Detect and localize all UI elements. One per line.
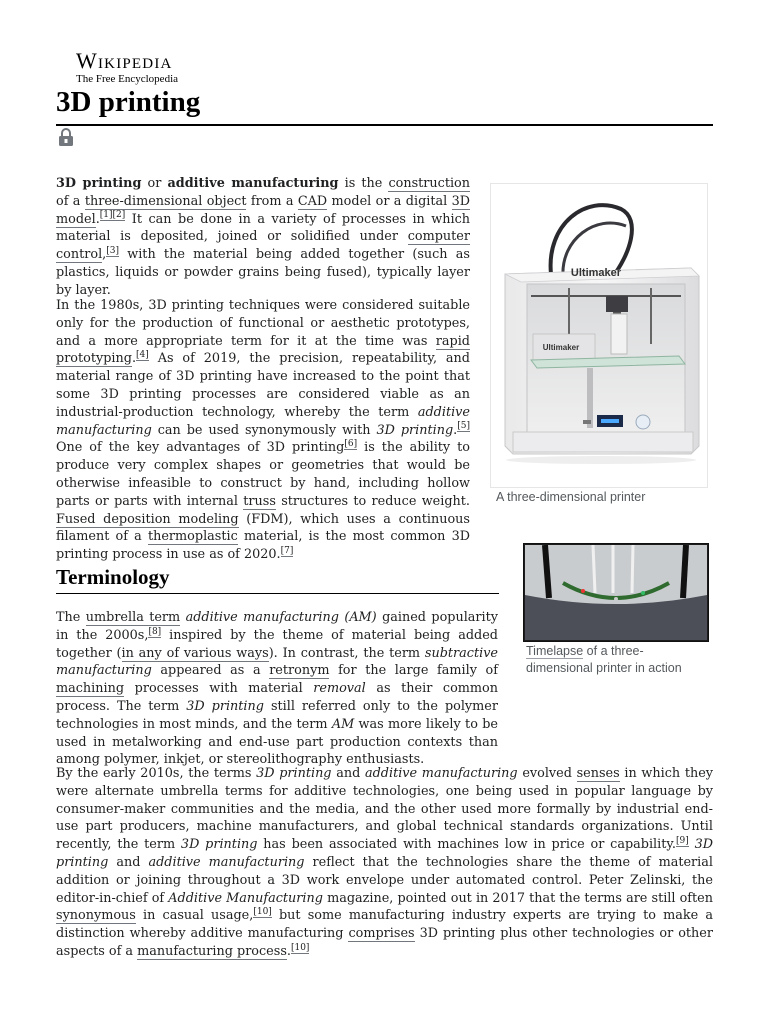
citation-link[interactable]: [4]	[136, 350, 149, 361]
page-title: 3D printing	[56, 86, 201, 118]
printer-brand-text: Ultimaker	[570, 267, 622, 279]
link-synonymous[interactable]: synonymous	[56, 908, 136, 924]
link-senses[interactable]: senses	[576, 766, 620, 781]
logo-wordmark: Wikipedia	[76, 48, 173, 73]
citation-link[interactable]: [5]	[457, 421, 470, 432]
section-heading-terminology: Terminology	[56, 565, 170, 589]
citation-link[interactable]: [3]	[106, 245, 119, 256]
link-3d-model[interactable]: 3D model	[56, 193, 470, 227]
lock-icon[interactable]	[57, 127, 75, 147]
citation-link[interactable]: [10]	[253, 907, 272, 918]
citation-link[interactable]: [9]	[676, 835, 689, 846]
link-comprises[interactable]: comprises	[348, 926, 415, 942]
section-divider	[56, 593, 499, 594]
link-computer-control[interactable]: computer control	[56, 229, 470, 263]
intro-paragraph-1: 3D printing or additive manufacturing is the construction of a three-dimensional object from a CAD model or a digital 3D model.[1][2] It can be done in a variety of processes in which material is deposited, joined or solidified under computer control,[3] with the material being added together (such as plastics, liquids or powder grains being fused), typically layer by layer.	[56, 176, 470, 298]
wikipedia-logo[interactable]	[76, 50, 178, 85]
link-in-any-of-various-ways[interactable]: in any of various ways	[121, 645, 269, 661]
link-cad[interactable]: CAD	[297, 193, 328, 209]
link-truss[interactable]: truss	[243, 493, 276, 509]
figure-printer	[490, 183, 708, 506]
link-manufacturing-process[interactable]: manufacturing process	[137, 943, 287, 959]
bold-term: additive manufacturing	[167, 176, 339, 191]
citation-link[interactable]: [1]	[99, 210, 113, 221]
link-umbrella-term[interactable]: umbrella term	[85, 610, 181, 625]
logo-tagline: The Free Encyclopedia	[76, 73, 179, 85]
title-divider	[56, 124, 713, 126]
figure-caption: A three-dimensional printer	[496, 490, 646, 504]
figure-float-space	[498, 609, 713, 753]
terminology-paragraph-1: The umbrella term additive manufacturing (AM) gained popularity in the 2000s,[8] inspired by the theme of material being added together (in any of various ways). In contrast, the term subtractive manufacturing appeared as a retronym for the large family of machining processes with material removal as their common process. The term 3D printing still referred only to the polymer technologies in most minds, and the term AM was more likely to be used in metalworking and end-use part production contexts than among polymer, inkjet, or stereolithography enthusiasts.	[56, 609, 713, 769]
citation-link[interactable]: [7]	[280, 545, 294, 556]
link-construction[interactable]: construction	[388, 176, 470, 191]
link-retronym[interactable]: retronym	[269, 663, 330, 679]
bold-term: 3D printing	[56, 176, 142, 191]
link-thermoplastic[interactable]: thermoplastic	[147, 529, 238, 545]
citation-link[interactable]: [10]	[290, 942, 310, 953]
printer-inner-brand: Ultimaker	[542, 343, 580, 352]
citation-link[interactable]: [2]	[112, 210, 126, 221]
link-fused-deposition-modeling[interactable]: Fused deposition modeling	[56, 511, 239, 527]
terminology-paragraph-2: By the early 2010s, the terms 3D printing and additive manufacturing evolved senses in which they were alternate umbrella terms for additive technologies, one being used in popular language by consumer-maker communities and the media, and the other used more formally by industrial end-use part producers, machine manufacturers, and global technical standards organizations. Until recently, the term 3D printing has been associated with machines low in price or capability.[9] 3D printing and additive manufacturing reflect that the technologies share the theme of material addition or joining throughout a 3D work envelope under automated control. Peter Zelinski, the editor-in-chief of Additive Manufacturing magazine, pointed out in 2017 that the terms are still often synonymous in casual usage,[10] but some manufacturing industry experts are trying to make a distinction whereby additive manufacturing comprises 3D printing plus other technologies or other aspects of a manufacturing process.[10]	[56, 766, 713, 959]
intro-paragraph-2: In the 1980s, 3D printing techniques were considered suitable only for the production of functional or aesthetic prototypes, and a more appropriate term for it at the time was rapid prototyping.[4] As of 2019, the precision, repeatability, and material range of 3D printing have increased to the point that some 3D printing processes are considered viable as an industrial-production technology, whereby the term additive manufacturing can be used synonymously with 3D printing.[5] One of the key advantages of 3D printing[6] is the ability to produce very complex shapes or geometries that would be otherwise infeasible to construct by hand, including hollow parts or parts with internal truss structures to reduce weight. Fused deposition modeling (FDM), which uses a continuous filament of a thermoplastic material, is the most common 3D printing process in use as of 2020.[7]	[56, 298, 470, 563]
citation-link[interactable]: [6]	[344, 439, 358, 450]
citation-link[interactable]: [8]	[148, 626, 162, 637]
link-timelapse[interactable]: Timelapse	[526, 644, 584, 658]
printer-illustration	[491, 184, 707, 487]
link-machining[interactable]: machining	[56, 681, 125, 697]
figure-caption: Timelapse of a three-dimensional printer in action	[526, 644, 682, 675]
link-rapid-prototyping[interactable]: rapid prototyping	[56, 333, 470, 367]
printer-image[interactable]	[490, 183, 708, 488]
link-three-dimensional-object[interactable]: three-dimensional object	[84, 193, 247, 209]
